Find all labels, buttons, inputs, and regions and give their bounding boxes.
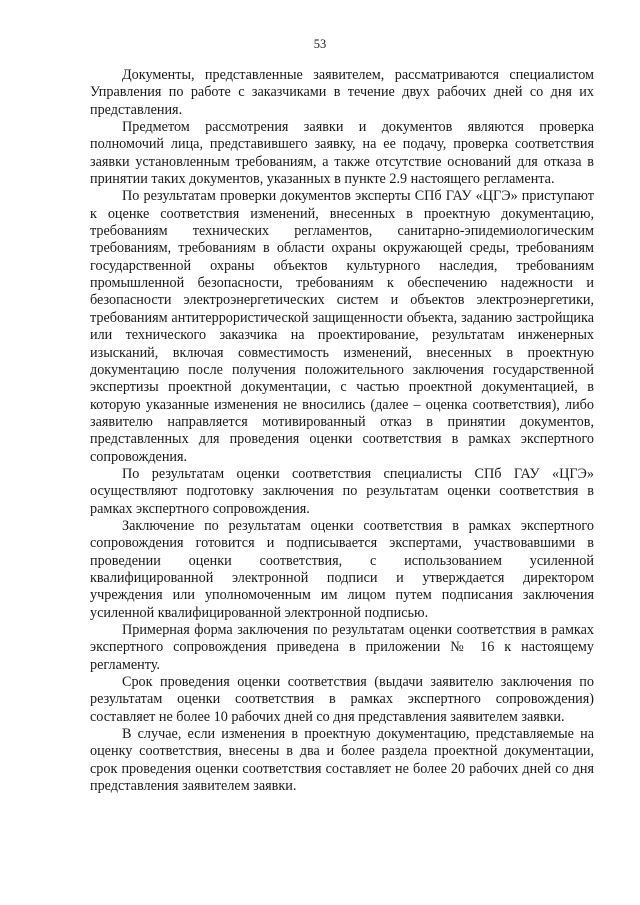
paragraph-extended-term: В случае, если изменения в проектную документацию, представляемые на оценку соответствия, внесены в два и более раздела проектной документации, срок проведения оценки соответствия составляет не более 20 рабочих дней со дня представления заявителем заявки.	[90, 726, 594, 795]
paragraph-conclusion-signing: Заключение по результатам оценки соответствия в рамках экспертного сопровождения готовится и подписывается экспертами, участвовавшими в проведении оценки соответствия, с использованием усиленной квалифицированной электронной подписи и утверждается директором учреждения или уполномоченным им лицом путем подписания заключения усиленной квалифицированной электронной подписью.	[90, 517, 594, 621]
paragraph-sample-form: Примерная форма заключения по результатам оценки соответствия в рамках экспертного сопровождения приведена в приложении № 16 к настоящему регламенту.	[90, 622, 594, 673]
paragraph-compliance-assessment: По результатам проверки документов эксперты СПб ГАУ «ЦГЭ» приступают к оценке соответствия изменений, внесенных в проектную документацию, требованиям технических регламентов, санитарно-эпидемиологическим требованиям, требованиям в области охраны окружающей среды, требованиям государственной охраны объектов культурного наследия, требованиям промышленной безопасности, требованиям к обеспечению надежности и безопасности электроэнергетических систем и объектов электроэнергетики, требованиям антитеррористической защищенности объекта, заданию застройщика или технического заказчика на проектирование, результатам инженерных изысканий, включая совместимость изменений, внесенных в проектную документацию после получения положительного заключения государственной экспертизы проектной документации, с частью проектной документацией, в которую указанные изменения не вносились (далее – оценка соответствия), либо заявителю направляется мотивированный отказ в принятии документов, представленных для проведения оценки соответствия в рамках экспертного сопровождения.	[90, 188, 594, 465]
paragraph-assessment-term: Срок проведения оценки соответствия (выдачи заявителю заключения по результатам оценки соответствия в рамках экспертного сопровождения) составляет не более 10 рабочих дней со дня представления заявителем заявки.	[90, 674, 594, 725]
paragraph-subject-of-review: Предметом рассмотрения заявки и документов являются проверка полномочий лица, представившего заявку, на ее подачу, проверка соответствия заявки установленным требованиям, а также отсутствие оснований для отказа в принятии таких документов, указанных в пункте 2.9 настоящего регламента.	[90, 119, 594, 188]
paragraph-review-period: Документы, представленные заявителем, рассматриваются специалистом Управления по работе с заказчиками в течение двух рабочих дней со дня их представления.	[90, 67, 594, 118]
page-number: 53	[313, 37, 327, 51]
document-body	[90, 67, 594, 795]
paragraph-conclusion-preparation: По результатам оценки соответствия специалисты СПб ГАУ «ЦГЭ» осуществляют подготовку заключения по результатам оценки соответствия в рамках экспертного сопровождения.	[90, 465, 594, 517]
